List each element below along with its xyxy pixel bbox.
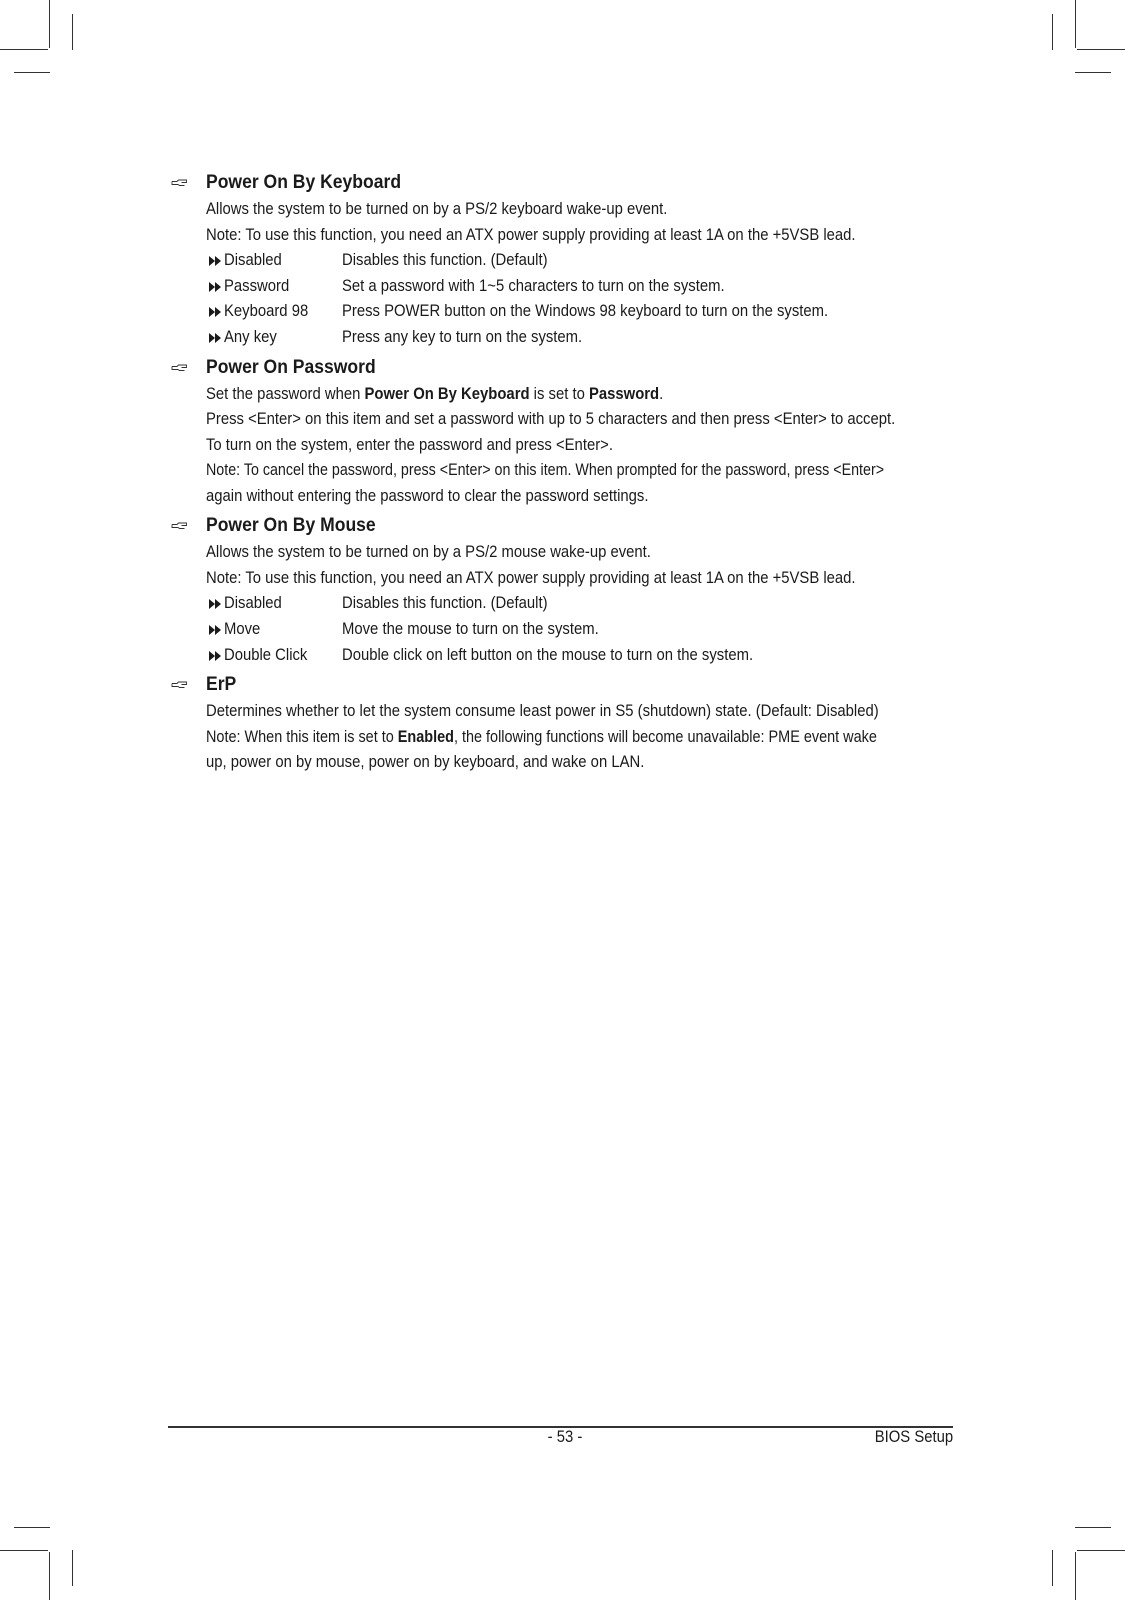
option-row — [206, 248, 953, 274]
paragraph-line: again without entering the password to clear the password settings. — [206, 486, 649, 505]
page-content — [168, 168, 953, 778]
option-name: Disabled — [224, 594, 282, 613]
paragraph-line: Note: When this item is set to Enabled, the following functions will become unavailable: PME event wake — [206, 727, 877, 746]
crop-mark — [1052, 14, 1053, 50]
paragraph-line: Note: To use this function, you need an ATX power supply providing at least 1A on the +5VSB lead. — [206, 225, 856, 244]
crop-mark — [1075, 72, 1111, 73]
paragraph-line: To turn on the system, enter the password and press <Enter>. — [206, 435, 613, 454]
double-arrow-icon — [208, 256, 222, 266]
crop-mark — [49, 1552, 50, 1600]
paragraph-line: Note: To use this function, you need an ATX power supply providing at least 1A on the +5VSB lead. — [206, 568, 856, 587]
crop-mark — [14, 1527, 50, 1528]
section-title: Power On By Keyboard — [206, 171, 402, 193]
section-heading — [168, 511, 953, 540]
section-title: Power On By Mouse — [206, 514, 376, 537]
option-description: Set a password with 1~5 characters to turn on the system. — [342, 276, 725, 295]
option-name: Move — [224, 619, 261, 638]
option-row — [206, 617, 953, 643]
option-row — [206, 325, 953, 351]
paragraph-line: Allows the system to be turned on by a PS/2 keyboard wake-up event. — [206, 200, 668, 218]
crop-mark — [1075, 1527, 1111, 1528]
crop-mark — [0, 49, 48, 50]
section-power-on-password — [168, 353, 953, 510]
section-heading — [168, 670, 953, 699]
option-row — [206, 274, 953, 300]
paragraph-line: Note: To cancel the password, press <Enter> on this item. When prompted for the password, press <Enter> — [206, 461, 885, 480]
crop-mark — [49, 0, 50, 48]
paragraph-line: Allows the system to be turned on by a PS/2 mouse wake-up event. — [206, 543, 651, 562]
double-arrow-icon — [208, 625, 222, 635]
double-arrow-icon — [208, 651, 222, 661]
option-description: Press POWER button on the Windows 98 keyboard to turn on the system. — [342, 302, 829, 321]
section-power-on-by-keyboard — [168, 168, 953, 351]
crop-mark — [1052, 1550, 1053, 1586]
double-arrow-icon — [208, 333, 222, 343]
paragraph-line: Set the password when Power On By Keyboard is set to Password. — [206, 384, 664, 403]
option-name: Disabled — [224, 251, 282, 269]
paragraph-line: Determines whether to let the system consume least power in S5 (shutdown) state. (Default: Disabled) — [206, 702, 879, 721]
double-arrow-icon — [208, 599, 222, 609]
crop-mark — [14, 72, 50, 73]
option-row — [206, 299, 953, 325]
option-description: Disables this function. (Default) — [342, 251, 548, 269]
crop-mark — [1075, 1552, 1076, 1600]
option-name: Double Click — [224, 645, 308, 664]
section-heading — [168, 168, 953, 197]
crop-mark — [72, 1550, 73, 1586]
pointing-hand-icon — [171, 522, 188, 530]
crop-mark — [1075, 0, 1076, 48]
crop-mark — [72, 14, 73, 50]
option-row — [206, 591, 953, 617]
section-power-on-by-mouse — [168, 511, 953, 668]
option-description: Double click on left button on the mouse to turn on the system. — [342, 645, 754, 664]
option-name: Any key — [224, 328, 277, 347]
option-name: Password — [224, 276, 290, 295]
option-name: Keyboard 98 — [224, 302, 309, 321]
page-number: - 53 - — [547, 1428, 583, 1446]
section-heading — [168, 353, 953, 382]
pointing-hand-icon — [171, 681, 188, 689]
option-row — [206, 643, 953, 669]
option-description: Disables this function. (Default) — [342, 594, 548, 613]
paragraph-line: Press <Enter> on this item and set a password with up to 5 characters and then press <Enter> to accept. — [206, 410, 896, 429]
option-description: Move the mouse to turn on the system. — [342, 619, 599, 638]
paragraph-line: up, power on by mouse, power on by keyboard, and wake on LAN. — [206, 753, 645, 772]
section-title: Power On Password — [206, 355, 376, 378]
crop-mark — [0, 1550, 48, 1551]
crop-mark — [1077, 1550, 1125, 1551]
double-arrow-icon — [208, 307, 222, 317]
section-erp — [168, 670, 953, 776]
running-title: BIOS Setup — [874, 1428, 953, 1446]
double-arrow-icon — [208, 282, 222, 292]
pointing-hand-icon — [171, 179, 188, 187]
crop-mark — [1077, 49, 1125, 50]
section-title: ErP — [206, 673, 237, 696]
option-description: Press any key to turn on the system. — [342, 328, 583, 347]
pointing-hand-icon — [171, 364, 188, 372]
